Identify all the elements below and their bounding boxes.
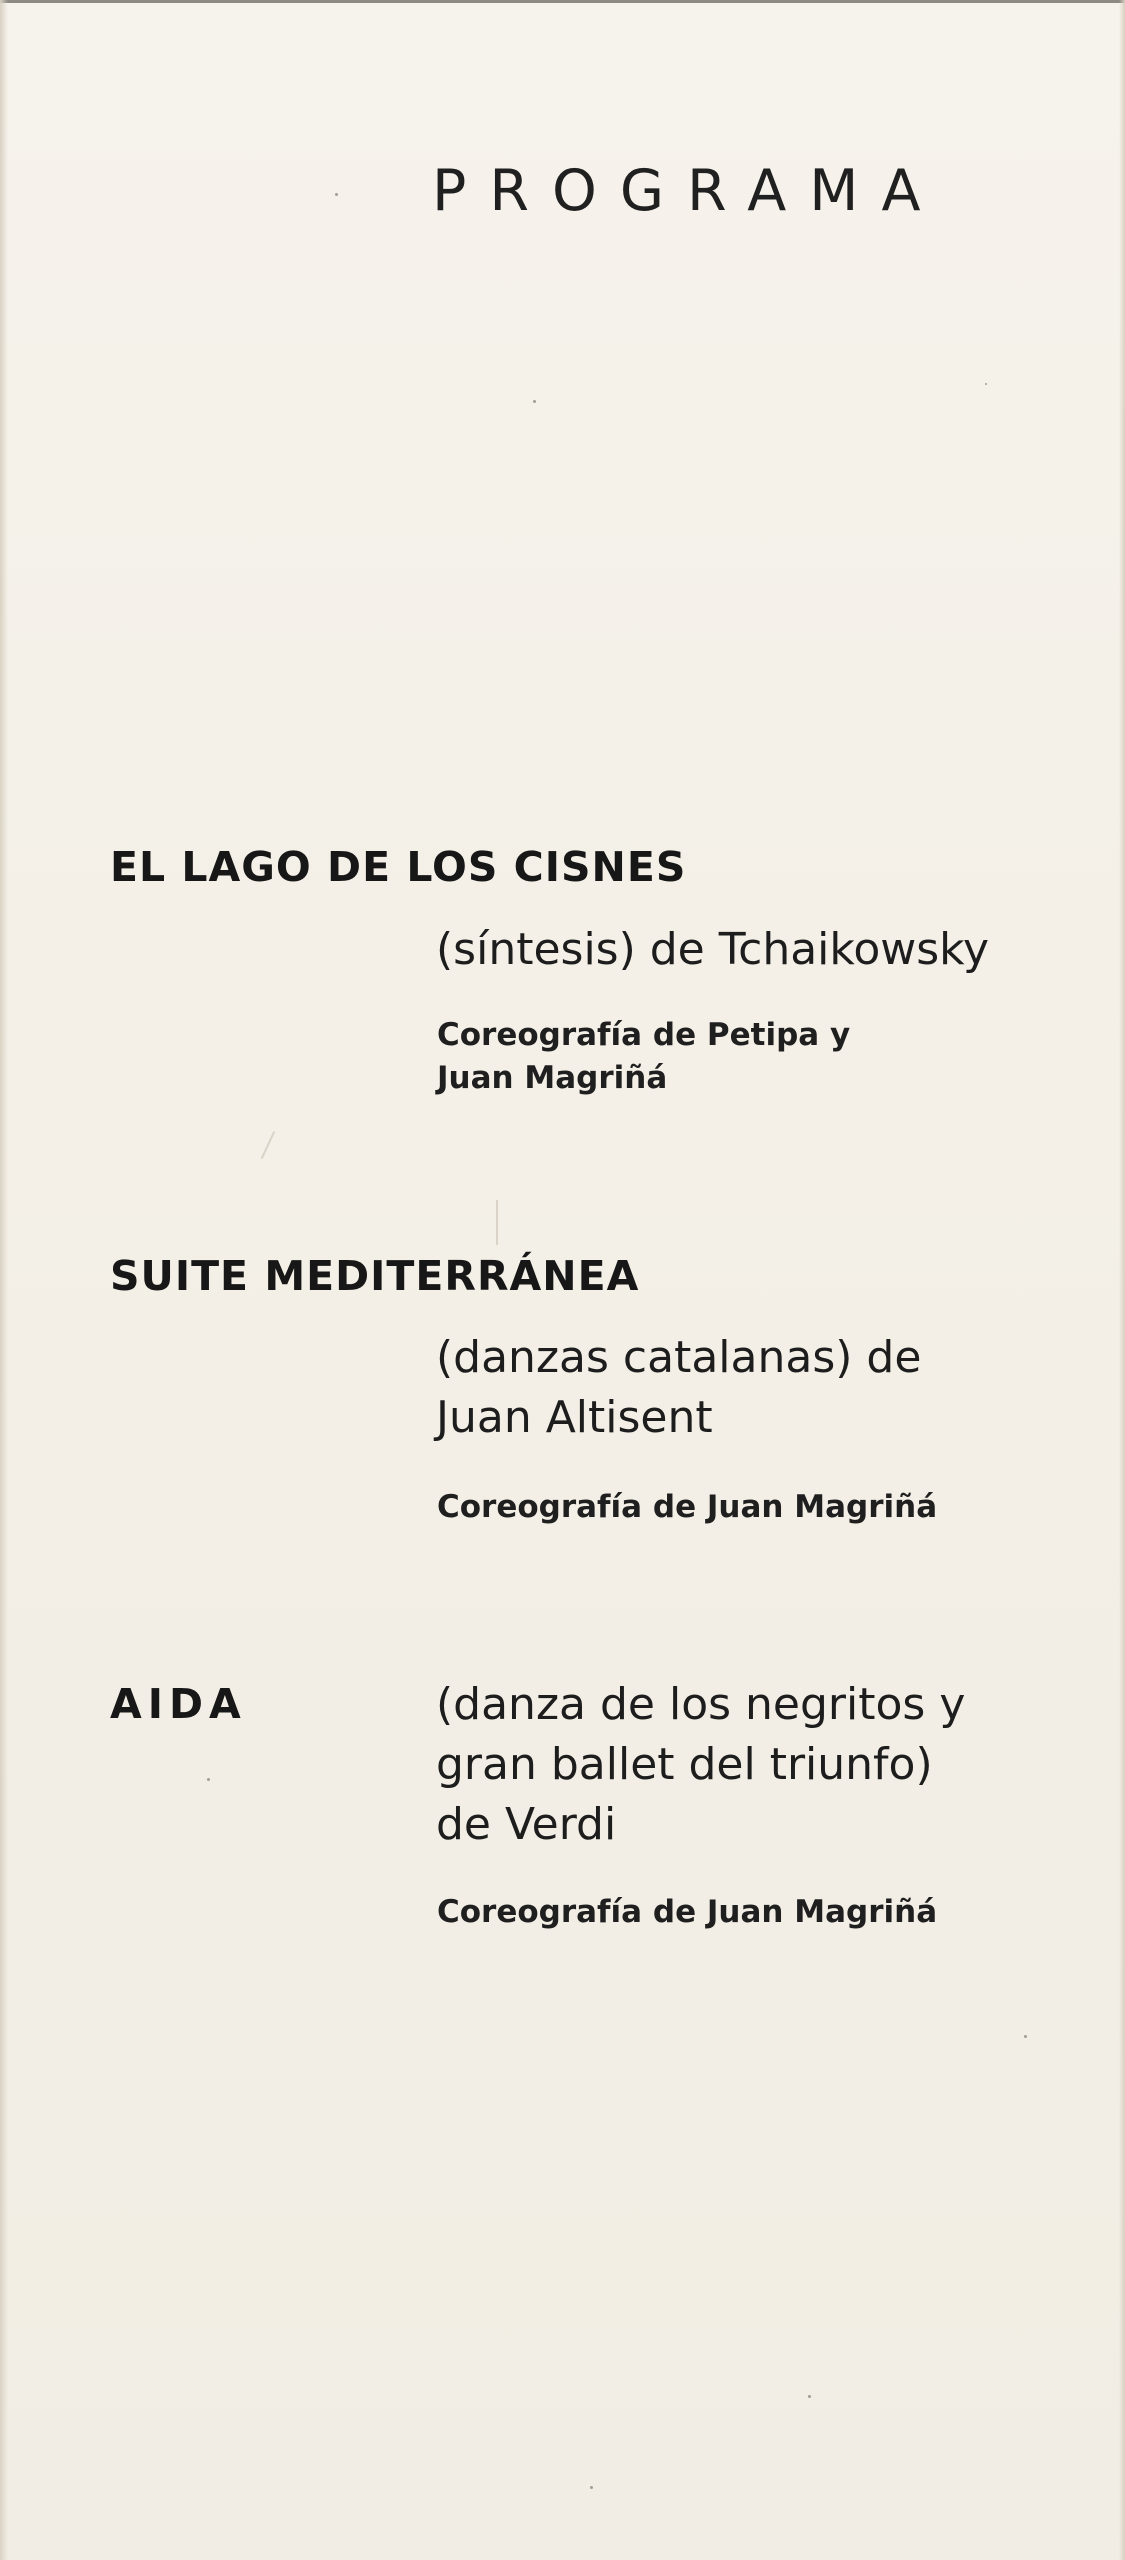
paper-speck <box>533 400 536 403</box>
credit-line: Juan Magriñá <box>437 1060 668 1096</box>
description-line: de Verdi <box>436 1799 617 1850</box>
piece-title-aida: AIDA <box>110 1680 247 1728</box>
paper-speck <box>207 1778 210 1781</box>
piece-description-aida <box>436 1675 1016 1855</box>
description-line: gran ballet del triunfo) <box>436 1739 933 1790</box>
paper-speck <box>1024 2035 1027 2038</box>
piece-description-swan-lake <box>436 920 1016 980</box>
left-paper-shadow <box>0 0 8 2560</box>
description-line: (danza de los negritos y <box>436 1679 966 1730</box>
paper-mark <box>496 1200 498 1245</box>
description-line: (síntesis) de Tchaikowsky <box>436 924 990 975</box>
credit-line: Coreografía de Juan Magriñá <box>437 1894 938 1930</box>
right-paper-shadow <box>1119 0 1125 2560</box>
piece-description-suite-mediterranea <box>436 1328 1016 1448</box>
credit-line: Coreografía de Petipa y <box>437 1017 851 1053</box>
description-line: (danzas catalanas) de <box>436 1332 922 1383</box>
piece-credit-suite-mediterranea <box>437 1486 937 1529</box>
paper-mark <box>261 1131 275 1159</box>
paper-speck <box>335 193 338 196</box>
description-line: Juan Altisent <box>436 1392 713 1443</box>
piece-credit-aida <box>437 1891 937 1934</box>
paper-speck <box>985 383 987 385</box>
top-paper-edge <box>0 0 1125 3</box>
piece-title-suite-mediterranea: SUITE MEDITERRÁNEA <box>110 1252 640 1300</box>
paper-speck <box>590 2486 593 2489</box>
credit-line: Coreografía de Juan Magriñá <box>437 1489 938 1525</box>
paper-speck <box>808 2395 811 2398</box>
page-title: PROGRAMA <box>432 158 944 224</box>
piece-credit-swan-lake <box>437 1014 850 1100</box>
piece-title-swan-lake: EL LAGO DE LOS CISNES <box>110 843 687 891</box>
